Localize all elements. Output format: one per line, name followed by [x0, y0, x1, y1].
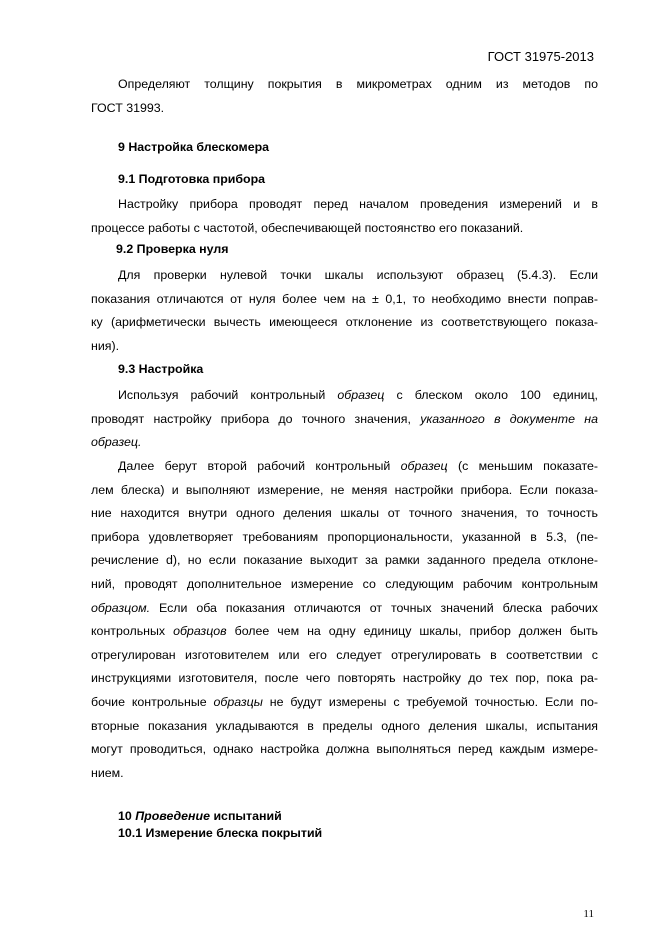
- text-line: ГОСТ 31993.: [91, 100, 165, 115]
- text-line: прибора удовлетворяет требованиям пропорциональности, указанной в 5.3, (пе-: [91, 529, 598, 544]
- text-line: отрегулирован изготовителем или его следует отрегулировать в соответствии с: [91, 647, 598, 662]
- text-line: Далее берут второй рабочий контрольный образец (с меньшим показате-: [118, 459, 598, 473]
- text-line: бочие контрольные образцы не будут измерены с требуемой точностью. Если по-: [91, 694, 599, 709]
- text-line: нием.: [91, 765, 124, 780]
- text-line: ние находится внутри одного деления шкалы от точного значения, то точность: [91, 506, 598, 521]
- section-9-1-paragraph: [91, 193, 598, 240]
- section-9-heading: 9 Настройка блескомера: [118, 140, 270, 154]
- text-line: инструкциями изготовителя, после чего повторять настройку до тех пор, пока ра-: [91, 671, 598, 686]
- section-9-1-heading: 9.1 Подготовка прибора: [118, 172, 266, 186]
- intro-paragraph: [91, 73, 598, 120]
- document-id: ГОСТ 31975-2013: [487, 49, 594, 64]
- section-10-1-heading: 10.1 Измерение блеска покрытий: [118, 826, 323, 840]
- section-10-heading: 10 Проведение испытаний: [118, 809, 282, 823]
- text-line: процессе работы с частотой, обеспечивающей постоянство его показаний.: [91, 220, 524, 235]
- section-9-2-heading: 9.2 Проверка нуля: [116, 242, 229, 256]
- text-line: ку (арифметически вычесть имеющееся отклонение из соответствующего показа-: [91, 315, 598, 330]
- text-line: показания отличаются от нуля более чем на ± 0,1, то необходимо внести поправ-: [91, 291, 598, 306]
- text-line: речисление d), но если показание выходит за рамки заданного предела отклоне-: [91, 553, 598, 568]
- text-line: вторные показания укладываются в пределы одного деления шкалы, испытания: [91, 718, 598, 733]
- section-9-2-paragraph: [91, 264, 598, 358]
- text-line: Настройку прибора проводят перед началом проведения измерений и в: [118, 197, 598, 211]
- text-line: лем блеска) и выполняют измерение, не меняя настройки прибора. Если показа-: [91, 482, 598, 497]
- text-line: ний, проводят дополнительное измерение со следующим рабочим контрольным: [91, 576, 598, 591]
- text-line: образцом. Если оба показания отличаются от точных значений блеска рабочих: [91, 600, 598, 615]
- text-line: контрольных образцов более чем на одну единицу шкалы, прибор должен быть: [91, 624, 598, 639]
- section-9-3-heading: 9.3 Настройка: [118, 362, 204, 376]
- section-9-3-paragraph-2: [91, 455, 598, 785]
- text-line: Используя рабочий контрольный образец с блеском около 100 единиц,: [118, 388, 598, 402]
- text-line: могут проводиться, однако настройка должна выполняться перед каждым измере-: [91, 742, 598, 757]
- text-line: проводят настройку прибора до точного значения, указанного в документе на: [91, 411, 599, 426]
- text-line: ния).: [91, 338, 120, 353]
- text-line: образец.: [91, 435, 142, 450]
- page-number: 11: [583, 908, 594, 920]
- text-line: Определяют толщину покрытия в микрометрах одним из методов по: [118, 77, 598, 91]
- section-9-3-paragraph-1: [91, 384, 598, 455]
- text-line: Для проверки нулевой точки шкалы используют образец (5.4.3). Если: [118, 268, 598, 282]
